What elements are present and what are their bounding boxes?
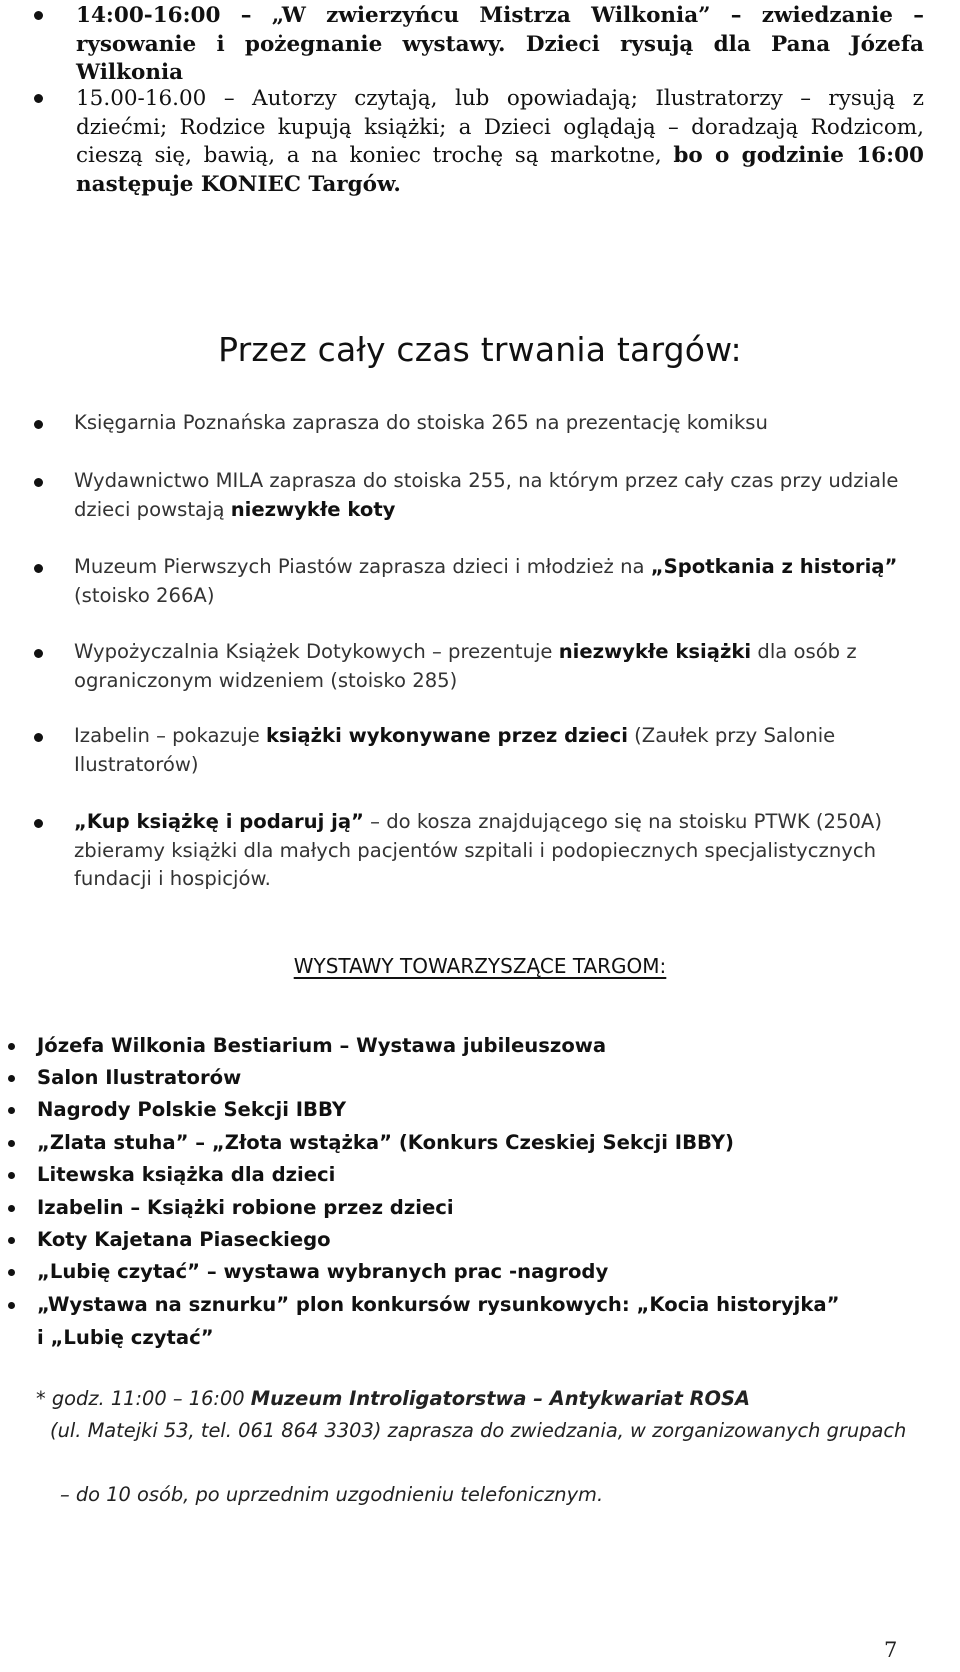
exhibition-item-text: Józefa Wilkonia Bestiarium – Wystawa jubileuszowa <box>37 1034 607 1057</box>
exhibition-item-text: Izabelin – Książki robione przez dzieci <box>37 1196 454 1219</box>
exhibition-item-text: Salon Ilustratorów <box>37 1066 242 1089</box>
exhibition-item <box>8 1289 848 1354</box>
list-item-text <box>74 467 924 524</box>
bullet-dot <box>8 1172 15 1179</box>
bold-text: niezwykłe koty <box>230 497 396 521</box>
exhibition-item <box>8 1224 908 1257</box>
list-item <box>34 467 924 524</box>
bullet-dot <box>8 1205 15 1212</box>
page-number: 7 <box>884 1638 898 1662</box>
exhibition-item-text: „Zlata stuha” – „Złota wstążka” (Konkurs Czeskiej Sekcji IBBY) <box>37 1131 735 1154</box>
bold-text: książki wykonywane przez dzieci <box>266 724 628 747</box>
text: Izabelin – pokazuje <box>74 724 266 747</box>
list-item <box>34 409 924 438</box>
text: (stoisko 266A) <box>74 583 215 607</box>
bullet-dot <box>34 11 43 20</box>
footer-time: * godz. 11:00 – 16:00 <box>36 1387 251 1410</box>
bold-text: „Spotkania z historią” <box>650 555 898 578</box>
bullet-dot <box>8 1269 15 1276</box>
bullet-dot <box>8 1302 15 1309</box>
list-item-text <box>74 553 924 610</box>
bullet-dot <box>8 1043 15 1050</box>
list-item <box>34 808 924 894</box>
schedule-item <box>34 2 924 88</box>
text: Księgarnia Poznańska zaprasza do stoiska 265 na prezentację komiksu <box>74 411 768 434</box>
text: dla osób z ograniczonym widzeniem (stoisko 285) <box>74 640 857 692</box>
bullet-dot <box>34 420 43 429</box>
bullet-dot <box>34 478 43 487</box>
footer-line-3: – do 10 osób, po uprzednim uzgodnieniu telefonicznym. <box>60 1483 604 1506</box>
list-item <box>34 638 924 695</box>
exhibition-item-text: „Lubię czytać” – wystawa wybranych prac -nagrody <box>37 1260 609 1283</box>
text: 15.00-16.00 – Autorzy czytają, lub opowiadają; Ilustratorzy – rysują z dziećmi; Rodzice kupują książki; a Dzieci oglądają – doradzają Rodzicom, cieszą się, bawią, a na koniec trochę są markotne, <box>76 86 924 169</box>
text: Wypożyczalnia Książek Dotykowych – prezentuje <box>74 640 559 663</box>
footer-museum-name: Muzeum Introligatorstwa – Antykwariat ROSA <box>250 1387 751 1410</box>
exhibitions-heading-text: WYSTAWY TOWARZYSZĄCE TARGOM: <box>293 954 667 978</box>
text: (Zaułek przy Salonie Ilustratorów) <box>74 724 836 776</box>
list-item-text <box>74 638 924 695</box>
list-item <box>34 553 924 610</box>
list-item-text <box>74 808 924 894</box>
schedule-item <box>34 85 924 199</box>
exhibition-item <box>8 1256 908 1289</box>
bold-text: bo o godzinie 16:00 następuje KONIEC Targów. <box>76 143 924 197</box>
bullet-dot <box>34 733 43 742</box>
throughout-heading: Przez cały czas trwania targów: <box>218 330 742 369</box>
exhibition-item <box>8 1192 908 1225</box>
list-item <box>34 722 924 779</box>
bullet-dot <box>34 564 43 573</box>
exhibition-item <box>8 1127 908 1160</box>
list-item-text <box>74 409 924 438</box>
bullet-dot <box>34 649 43 658</box>
bullet-dot <box>34 94 43 103</box>
exhibition-item <box>8 1062 908 1095</box>
exhibitions-heading <box>0 952 960 980</box>
schedule-item-text <box>76 2 924 88</box>
list-item-text <box>74 722 924 779</box>
exhibition-item-text: „Wystawa na sznurku” plon konkursów rysunkowych: „Kocia historyjka” i „Lubię czytać” <box>37 1293 840 1349</box>
exhibition-item-text: Litewska książka dla dzieci <box>37 1163 336 1186</box>
exhibition-item <box>8 1030 908 1063</box>
text: – do kosza znajdującego się na stoisku PTWK (250A) zbieramy książki dla małych pacjentów szpitali i podopiecznych specjalistycznych fundacji i hospicjów. <box>74 810 882 890</box>
bullet-dot <box>34 819 43 828</box>
exhibition-item <box>8 1159 908 1192</box>
bold-text: niezwykłe książki <box>558 640 752 663</box>
bullet-dot <box>8 1237 15 1244</box>
schedule-item-text <box>76 85 924 199</box>
footer-line-2: (ul. Matejki 53, tel. 061 864 3303) zaprasza do zwiedzania, w zorganizowanych grupach <box>50 1419 907 1442</box>
footer-line-1 <box>36 1384 916 1414</box>
bullet-dot <box>8 1107 15 1114</box>
text: Wydawnictwo MILA zaprasza do stoiska 255, na którym przez cały czas przy udziale dzieci powstają <box>74 469 899 521</box>
exhibition-item-text: Nagrody Polskie Sekcji IBBY <box>37 1098 347 1121</box>
exhibition-item-text: Koty Kajetana Piaseckiego <box>37 1228 331 1251</box>
bullet-dot <box>8 1075 15 1082</box>
bold-text: „Kup książkę i podaruj ją” <box>74 810 364 833</box>
exhibition-item <box>8 1094 908 1127</box>
bullet-dot <box>8 1140 15 1147</box>
text: Muzeum Pierwszych Piastów zaprasza dzieci i młodzież na <box>74 555 651 578</box>
bold-text: 14:00-16:00 – „W zwierzyńcu Mistrza Wilkonia” – zwiedzanie – rysowanie i pożegnanie wystawy. Dzieci rysują dla Pana Józefa Wilkonia <box>76 3 924 86</box>
